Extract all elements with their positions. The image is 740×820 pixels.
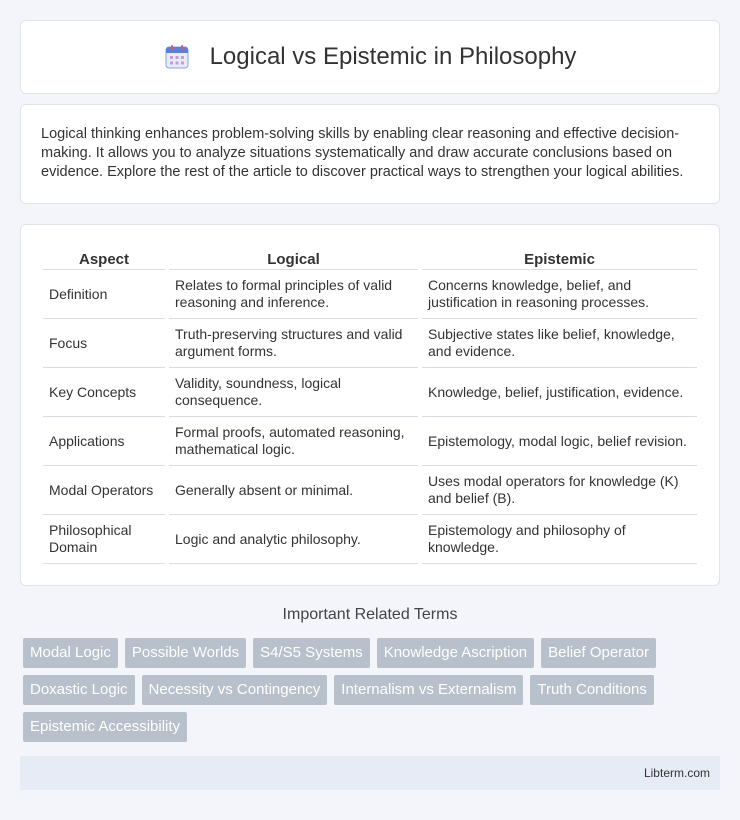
related-terms-title: Important Related Terms — [282, 606, 458, 623]
cell-epistemic: Concerns knowledge, belief, and justification in reasoning processes. — [422, 270, 697, 319]
tag-internalism-vs-externalism[interactable]: Internalism vs Externalism — [334, 675, 523, 705]
cell-logical: Logic and analytic philosophy. — [169, 515, 418, 564]
table-header-row — [43, 245, 697, 270]
tag-doxastic-logic[interactable]: Doxastic Logic — [23, 675, 135, 705]
table-row — [43, 417, 697, 466]
header-logical: Logical — [169, 245, 418, 270]
cell-epistemic: Epistemology and philosophy of knowledge. — [422, 515, 697, 564]
cell-epistemic: Subjective states like belief, knowledge, and evidence. — [422, 319, 697, 368]
cell-logical: Relates to formal principles of valid reasoning and inference. — [169, 270, 418, 319]
calendar-icon — [164, 44, 190, 70]
cell-epistemic: Knowledge, belief, justification, evidence. — [422, 368, 697, 417]
cell-aspect: Applications — [43, 417, 165, 466]
cell-aspect: Key Concepts — [43, 368, 165, 417]
tag-epistemic-accessibility[interactable]: Epistemic Accessibility — [23, 712, 187, 742]
cell-logical: Generally absent or minimal. — [169, 466, 418, 515]
table-row — [43, 319, 697, 368]
cell-aspect: Philosophical Domain — [43, 515, 165, 564]
tag-s4-s5-systems[interactable]: S4/S5 Systems — [253, 638, 370, 668]
cell-aspect: Modal Operators — [43, 466, 165, 515]
cell-epistemic: Epistemology, modal logic, belief revision. — [422, 417, 697, 466]
tag-knowledge-ascription[interactable]: Knowledge Ascription — [377, 638, 534, 668]
cell-logical: Validity, soundness, logical consequence. — [169, 368, 418, 417]
header-card — [20, 20, 720, 94]
intro-card — [20, 104, 720, 204]
tag-necessity-vs-contingency[interactable]: Necessity vs Contingency — [142, 675, 328, 705]
table-row — [43, 270, 697, 319]
table-row — [43, 515, 697, 564]
footer — [20, 756, 720, 790]
header-epistemic: Epistemic — [422, 245, 697, 270]
cell-aspect: Definition — [43, 270, 165, 319]
tag-belief-operator[interactable]: Belief Operator — [541, 638, 656, 668]
cell-aspect: Focus — [43, 319, 165, 368]
header-aspect: Aspect — [43, 245, 165, 270]
intro-text: Logical thinking enhances problem-solving skills by enabling clear reasoning and effective decision-making. It allows you to analyze situations systematically and draw accurate conclusions based on evidence. Explore the rest of the article to discover practical ways to strengthen your logical abilities. — [41, 126, 684, 180]
table-row — [43, 466, 697, 515]
cell-logical: Formal proofs, automated reasoning, mathematical logic. — [169, 417, 418, 466]
cell-epistemic: Uses modal operators for knowledge (K) and belief (B). — [422, 466, 697, 515]
tag-modal-logic[interactable]: Modal Logic — [23, 638, 118, 668]
comparison-table — [39, 245, 701, 564]
footer-brand-link[interactable]: Libterm.com — [643, 766, 710, 780]
cell-logical: Truth-preserving structures and valid argument forms. — [169, 319, 418, 368]
tag-possible-worlds[interactable]: Possible Worlds — [125, 638, 246, 668]
related-terms-list — [23, 638, 723, 742]
tag-truth-conditions[interactable]: Truth Conditions — [530, 675, 654, 705]
comparison-table-card — [20, 224, 720, 586]
page-title: Logical vs Epistemic in Philosophy — [209, 43, 577, 70]
table-row — [43, 368, 697, 417]
